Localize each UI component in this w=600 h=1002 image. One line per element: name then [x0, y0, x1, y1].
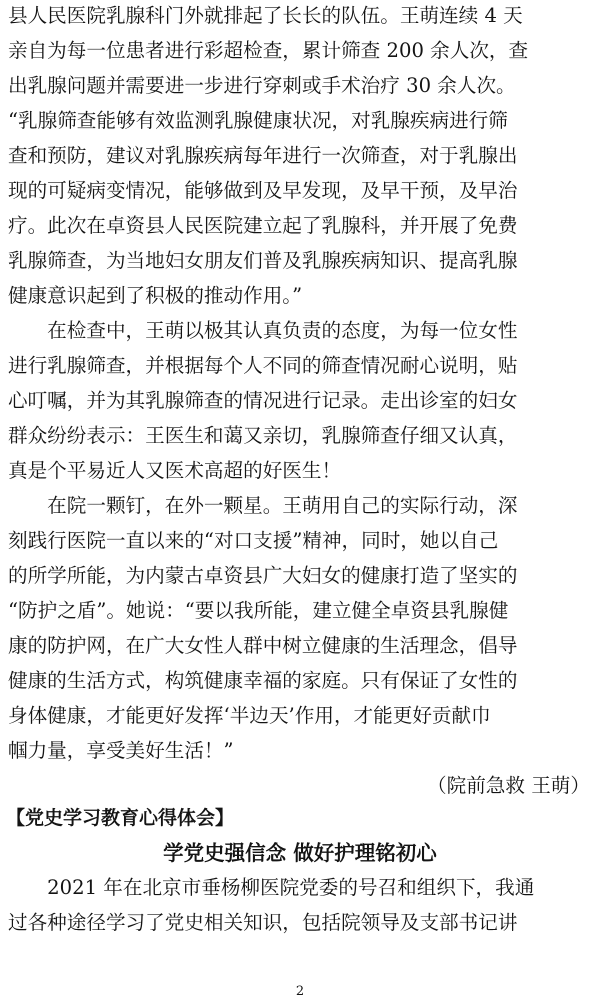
section-label: 【党史学习教育心得体会】 — [6, 807, 235, 829]
body-line: 健康意识起到了积极的推动作用。” — [8, 284, 303, 307]
body-line: 心叮嘱，并为其乳腺筛查的情况进行记录。走出诊室的妇女 — [8, 389, 518, 412]
article-line: 2021 年在北京市垂杨柳医院党委的号召和组织下，我通 — [8, 876, 535, 899]
article-line: 过各种途径学习了党史相关知识，包括院领导及支部书记讲 — [8, 911, 518, 934]
body-line: “防护之盾”。她说：“要以我所能，建立健全卓资县乳腺健 — [8, 599, 509, 622]
body-line: 查和预防，建议对乳腺疾病每年进行一次筛查，对于乳腺出 — [8, 144, 518, 167]
body-line: 刻践行医院一直以来的“对口支援”精神，同时，她以自己 — [8, 529, 499, 552]
body-line: 健康的生活方式，构筑健康幸福的家庭。只有保证了女性的 — [8, 669, 518, 692]
body-line: 的所学所能，为内蒙古卓资县广大妇女的健康打造了坚实的 — [8, 564, 518, 587]
body-line: 康的防护网，在广大女性人群中树立健康的生活理念，倡导 — [8, 634, 518, 657]
body-line: 真是个平易近人又医术高超的好医生！ — [8, 459, 342, 482]
body-line: 疗。此次在卓资县人民医院建立起了乳腺科，并开展了免费 — [8, 214, 518, 237]
page-number: 2 — [295, 984, 305, 999]
body-line: 群众纷纷表示：王医生和蔼又亲切，乳腺筛查仔细又认真， — [8, 424, 518, 447]
body-line: 在检查中，王萌以极其认真负责的态度，为每一位女性 — [8, 319, 518, 342]
article-title: 学党史强信念 做好护理铭初心 — [163, 841, 437, 865]
body-line: “乳腺筛查能够有效监测乳腺健康状况，对乳腺疾病进行筛 — [8, 109, 508, 132]
body-line: 在院一颗钉，在外一颗星。王萌用自己的实际行动，深 — [8, 494, 518, 517]
body-line: 出乳腺问题并需要进一步进行穿刺或手术治疗 30 余人次。 — [8, 74, 516, 97]
body-line: 身体健康，才能更好发挥‘半边天’作用，才能更好贡献巾 — [8, 704, 491, 727]
body-line: 县人民医院乳腺科门外就排起了长长的队伍。王萌连续 4 天 — [8, 4, 523, 27]
body-line: 乳腺筛查，为当地妇女朋友们普及乳腺疾病知识、提高乳腺 — [8, 249, 518, 272]
body-line: 进行乳腺筛查，并根据每个人不同的筛查情况耐心说明，贴 — [8, 354, 518, 377]
body-line: 帼力量，享受美好生活！” — [8, 739, 234, 762]
body-line: 亲自为每一位患者进行彩超检查，累计筛查 200 余人次，查 — [8, 39, 529, 62]
body-line: 现的可疑病变情况，能够做到及早发现，及早干预，及早治 — [8, 179, 518, 202]
author-attribution: （院前急救 王萌） — [427, 774, 590, 797]
